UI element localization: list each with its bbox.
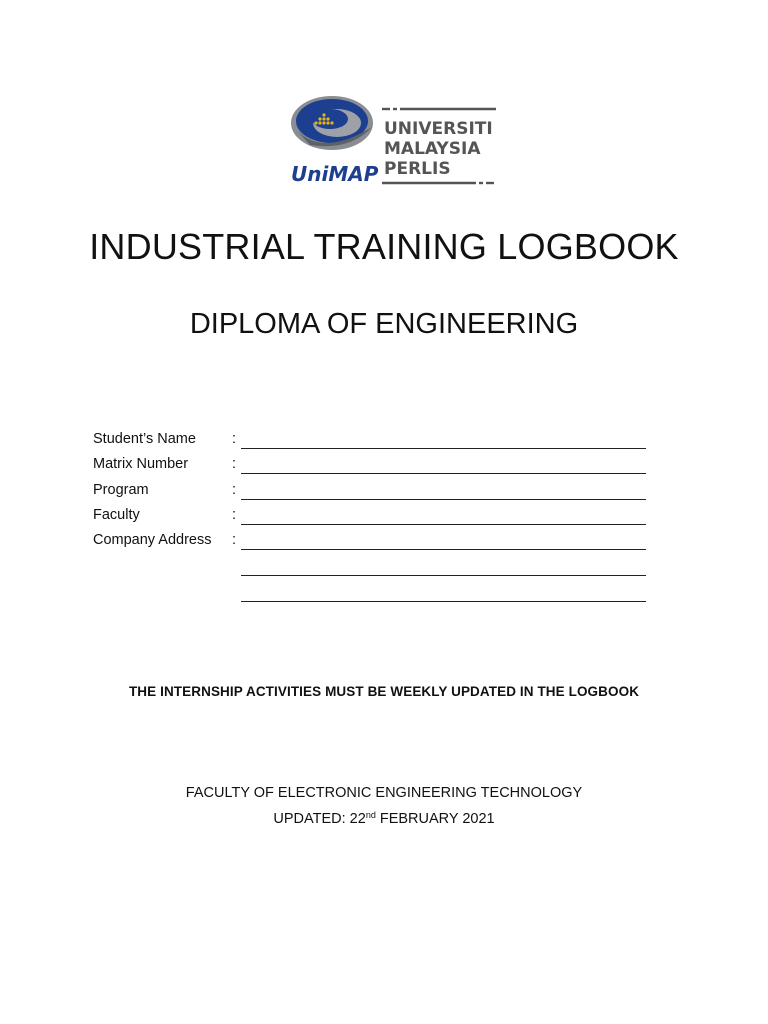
document-title: INDUSTRIAL TRAINING LOGBOOK [89, 226, 679, 267]
field-colon: : [232, 532, 237, 549]
field-label-company-address: Company Address [93, 532, 212, 549]
unimap-emblem-icon [290, 93, 500, 187]
document-subtitle: DIPLOMA OF ENGINEERING [189, 308, 579, 340]
student-name-field[interactable] [241, 448, 646, 449]
form-row-student-name [93, 431, 653, 456]
form-row-matrix-number [93, 456, 653, 481]
university-logo [290, 93, 500, 187]
form-row-company-address [93, 532, 653, 557]
updated-date-rest: FEBRUARY 2021 [375, 811, 495, 827]
field-colon: : [232, 481, 237, 498]
logo-brand-text: UniMAP [291, 162, 379, 186]
updated-date [0, 810, 768, 827]
matrix-number-field[interactable] [241, 473, 646, 474]
company-address-line-2[interactable] [93, 557, 653, 583]
form-row-program [93, 482, 653, 507]
field-colon: : [232, 431, 237, 447]
field-label-faculty: Faculty [93, 506, 140, 523]
field-label-matrix-number: Matrix Number [93, 456, 189, 473]
faculty-name: FACULTY OF ELECTRONIC ENGINEERING TECHNOLOGY [185, 785, 583, 801]
field-colon: : [232, 506, 237, 523]
field-colon: : [232, 456, 237, 473]
company-address-field[interactable] [241, 549, 646, 550]
faculty-field[interactable] [241, 524, 646, 525]
weekly-update-notice: THE INTERNSHIP ACTIVITIES MUST BE WEEKLY UPDATED IN THE LOGBOOK [128, 684, 640, 699]
student-info-form [93, 431, 653, 609]
program-field[interactable] [241, 499, 646, 500]
logo-text-line1: UNIVERSITI [384, 119, 493, 139]
updated-date-prefix: UPDATED: 22 [273, 811, 366, 827]
updated-date-ordinal: nd [365, 810, 376, 820]
field-label-program: Program [93, 481, 149, 498]
logo-text-line3: PERLIS [384, 159, 451, 179]
company-address-line-3[interactable] [93, 583, 653, 609]
field-label-student-name: Student’s Name [93, 431, 196, 447]
form-row-faculty [93, 507, 653, 532]
logo-text-line2: MALAYSIA [384, 139, 481, 159]
